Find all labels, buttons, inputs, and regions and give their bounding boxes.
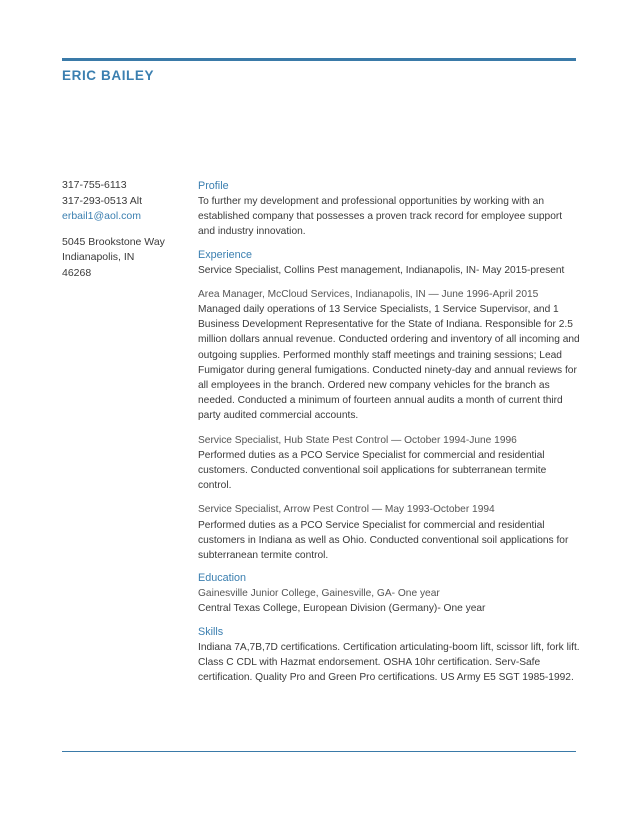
footer-rule bbox=[62, 751, 576, 752]
resume-body bbox=[198, 179, 580, 685]
contact-block bbox=[62, 178, 192, 281]
skills-text: Indiana 7A,7B,7D certifications. Certification articulating-boom lift, scissor lift, fork lift. Class C CDL with Hazmat endorsement. OSHA 10hr certification. Serv-Safe certification. Quality Pro and Green Pro certifications. US Army E5 SGT 1985-1992. bbox=[198, 641, 580, 684]
zip-code: 46268 bbox=[62, 266, 92, 279]
skills-heading: Skills bbox=[198, 625, 224, 638]
profile-text: To further my development and professional opportunities by working with an established company that possesses a proven track record for employee support and industry innovation. bbox=[198, 196, 563, 238]
alt-phone: 317-293-0513 Alt bbox=[62, 194, 142, 207]
education-item: Central Texas College, European Division (Germany)- One year bbox=[198, 603, 486, 615]
experience-heading: Experience bbox=[198, 248, 253, 261]
email-link[interactable]: erbail1@aol.com bbox=[62, 210, 141, 222]
education-item: Gainesville Junior College, Gainesville, GA- One year bbox=[198, 588, 440, 600]
resume-name: ERIC BAILEY bbox=[62, 68, 155, 83]
job-description: Managed daily operations of 13 Service Specialists, 1 Service Supervisor, and 1 Business Development Representative for the State of Indiana. Responsible for 2.5 million dollars annual revenue. Conducted ordering and inventory of all incoming and outgoing supplies. Performed monthly staff meetings and training sessions; Lead Fumigator during general fumigations. Conducted ninety-day and annual reviews for all employees in the branch. Ordered new company vehicles for the branch as needed. Conducted a minimum of fourteen annual audits a month of current third party audited commercial accounts. bbox=[198, 304, 580, 422]
city-state: Indianapolis, IN bbox=[62, 251, 135, 263]
spacer bbox=[62, 225, 192, 235]
street-address: 5045 Brookstone Way bbox=[62, 235, 165, 248]
experience-intro: Service Specialist, Collins Pest management, Indianapolis, IN- May 2015-present bbox=[198, 264, 565, 276]
phone: 317-755-6113 bbox=[62, 179, 127, 191]
job-title: Area Manager, McCloud Services, Indianapolis, IN — June 1996-April 2015 bbox=[198, 288, 539, 300]
header-rule bbox=[62, 58, 576, 61]
job-title: Service Specialist, Arrow Pest Control — May 1993-October 1994 bbox=[198, 504, 495, 516]
education-heading: Education bbox=[198, 572, 247, 585]
job-title: Service Specialist, Hub State Pest Control — October 1994-June 1996 bbox=[198, 434, 517, 446]
profile-heading: Profile bbox=[198, 180, 229, 192]
job-description: Performed duties as a PCO Service Specialist for commercial and residential customers in Indiana as well as Ohio. Conducted conventional soil applications for subterranean termite control. bbox=[198, 519, 569, 562]
job-description: Performed duties as a PCO Service Specialist for commercial and residential customers. Conducted conventional soil applications for subterranean termite control. bbox=[198, 449, 547, 492]
